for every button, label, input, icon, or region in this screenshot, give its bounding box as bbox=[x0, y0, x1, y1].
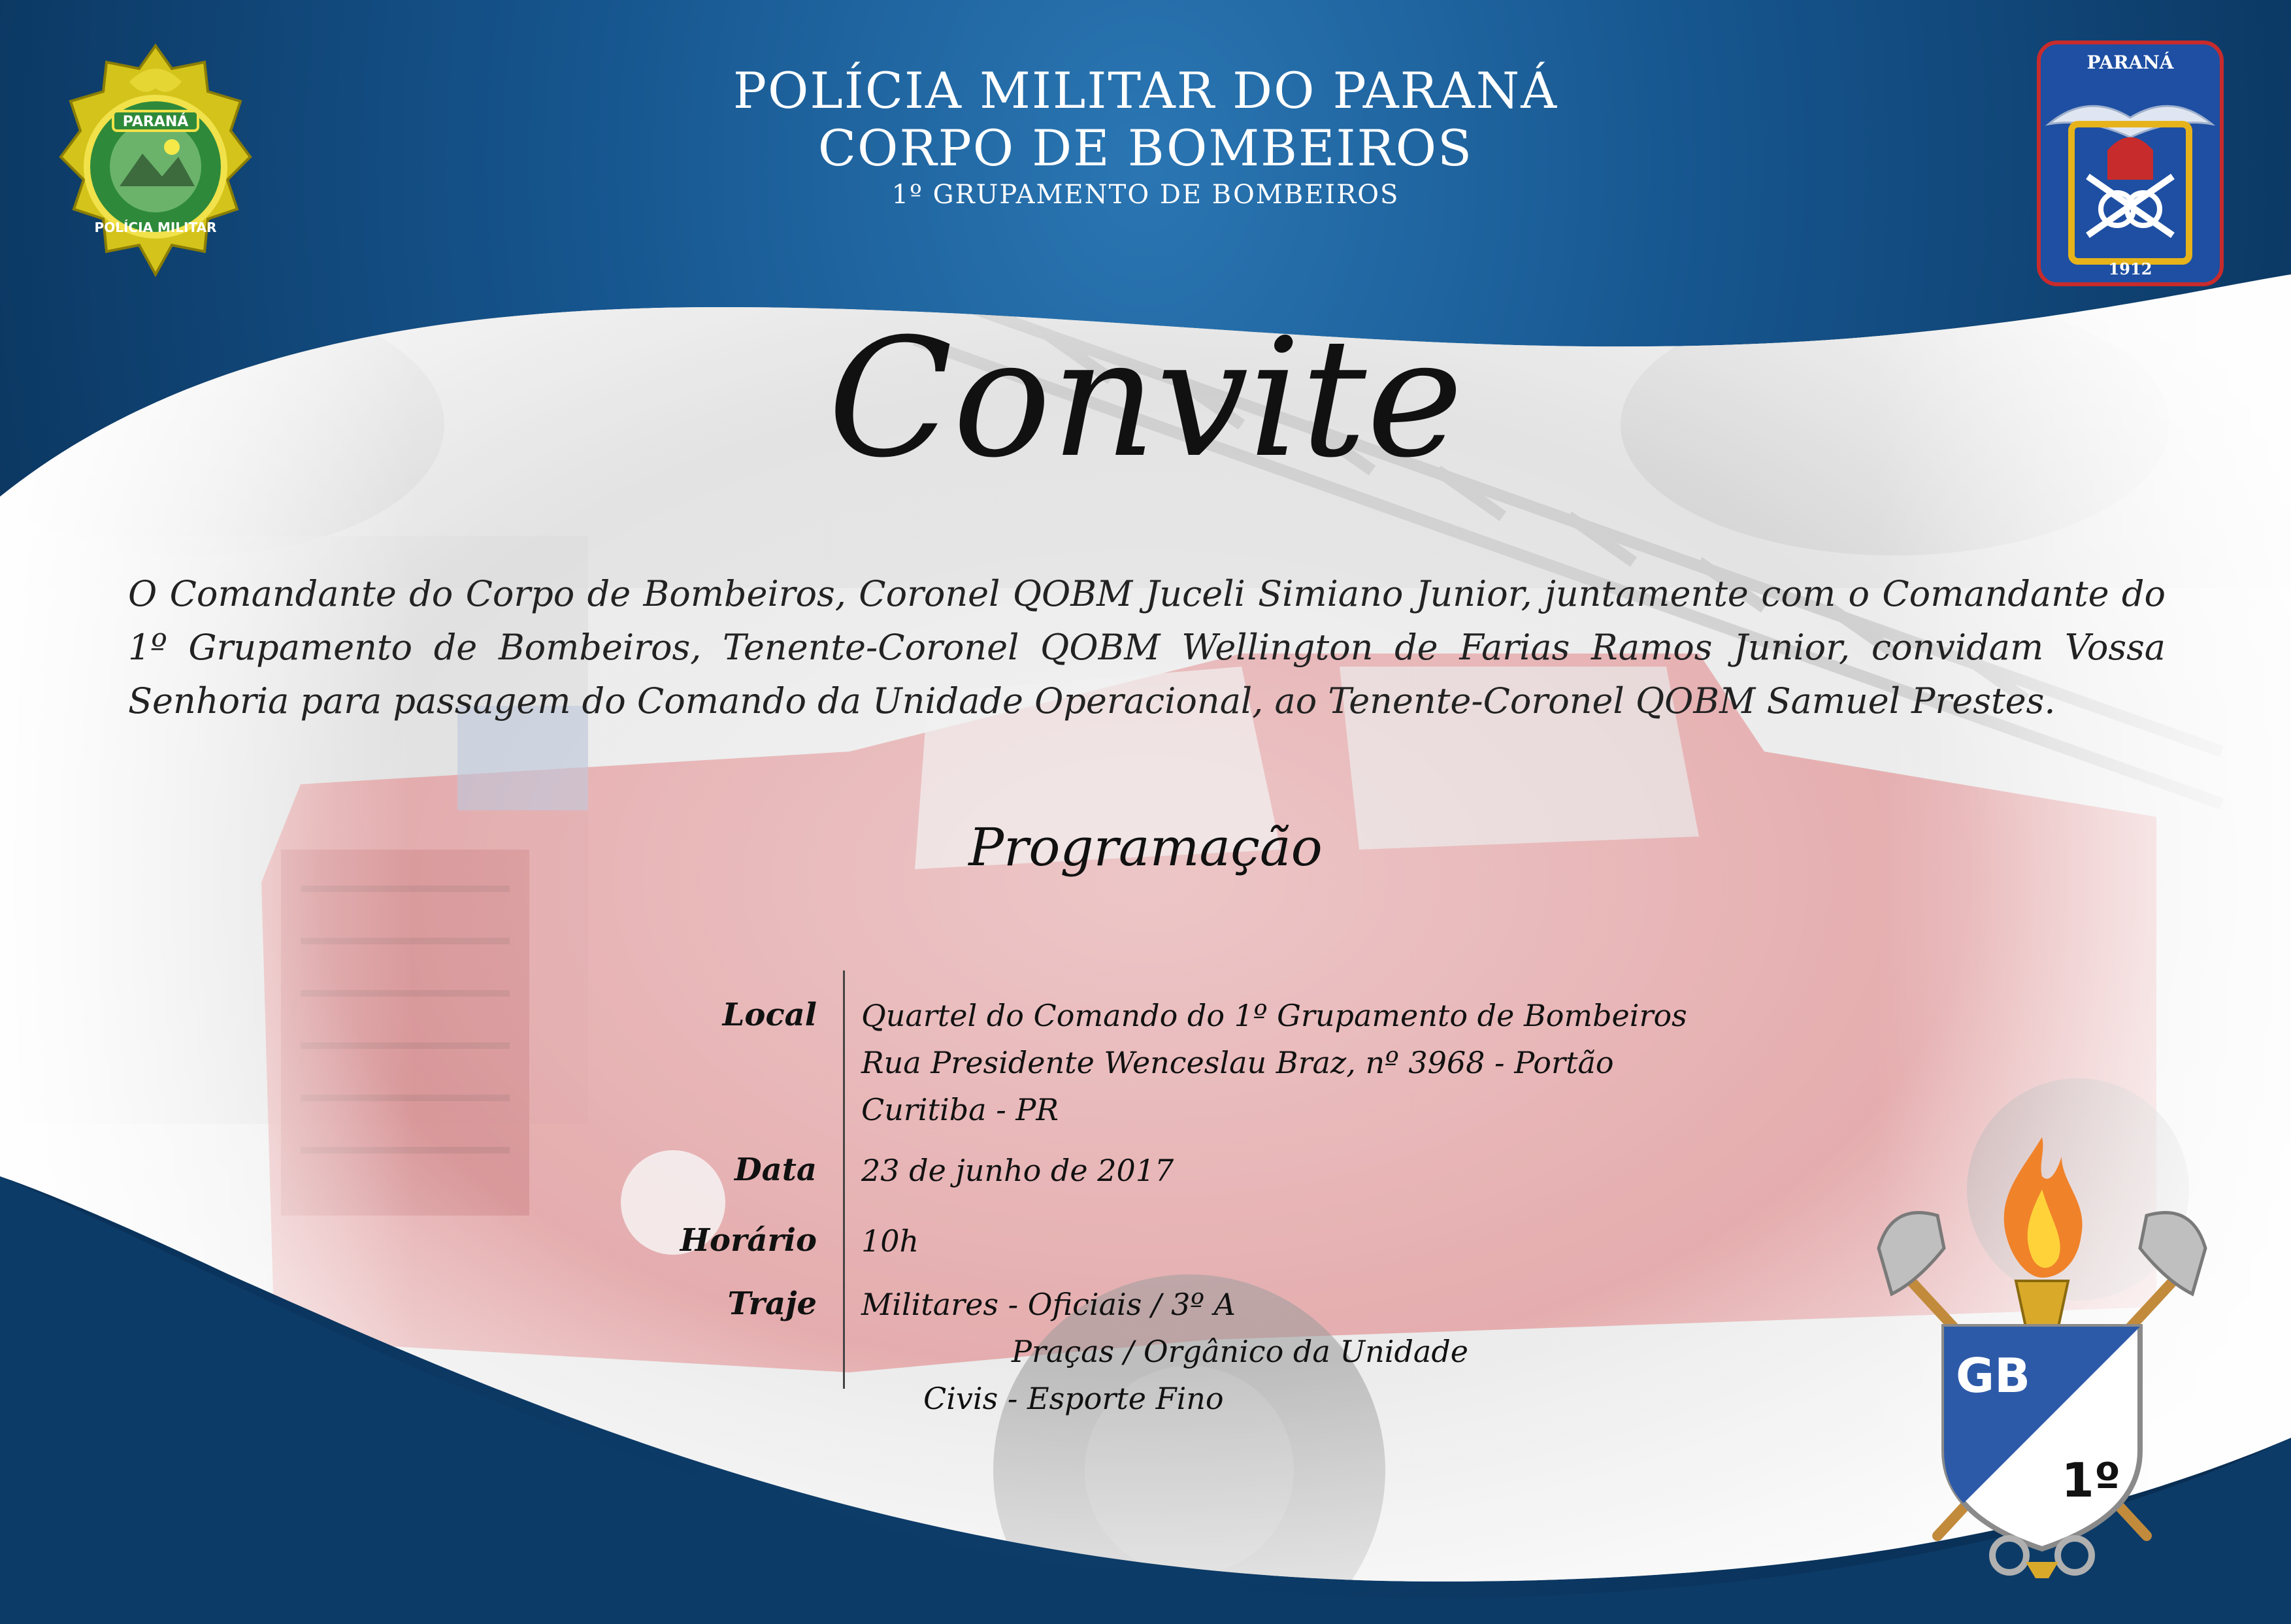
grupamento-bombeiros-emblem-icon bbox=[1866, 1111, 2218, 1582]
header-line-3: 1º GRUPAMENTO DE BOMBEIROS bbox=[891, 180, 1400, 210]
data-label: Data bbox=[734, 1152, 817, 1188]
traje-line-2: Praças / Orgânico da Unidade bbox=[1012, 1334, 1469, 1369]
emblem-number: 1º bbox=[2061, 1453, 2121, 1508]
traje-value bbox=[861, 1281, 1468, 1422]
traje-line-1: Militares - Oficiais / 3º A bbox=[861, 1287, 1236, 1322]
schedule-divider bbox=[843, 970, 845, 1389]
local-line-3: Curitiba - PR bbox=[861, 1092, 1059, 1127]
traje-line-3: Civis - Esporte Fino bbox=[923, 1381, 1224, 1416]
programacao-heading: Programação bbox=[968, 817, 1323, 878]
badge-bottom-text: POLÍCIA MILITAR bbox=[94, 220, 217, 235]
corpo-bombeiros-emblem-icon bbox=[2036, 39, 2225, 288]
local-line-2: Rua Presidente Wenceslau Braz, nº 3968 - Portão bbox=[861, 1045, 1614, 1080]
data-value: 23 de junho de 2017 bbox=[861, 1153, 1174, 1188]
invitation-title: Convite bbox=[827, 303, 1464, 493]
traje-label: Traje bbox=[727, 1285, 817, 1322]
policia-militar-badge-icon bbox=[58, 42, 254, 284]
horario-value: 10h bbox=[861, 1223, 919, 1259]
header bbox=[0, 62, 2291, 212]
emblem-letters: GB bbox=[1956, 1348, 2030, 1403]
header-line-1: POLÍCIA MILITAR DO PARANÁ bbox=[733, 61, 1558, 120]
intro-paragraph: O Comandante do Corpo de Bombeiros, Coronel QOBM Juceli Simiano Junior, juntamente com o Comandante do 1º Grupamento de Bombeiros, Tenente-Coronel QOBM Wellington de Farias Ramos Junior, convidam Vossa Senhoria para passagem do Comando da Unidade Operacional, ao Tenente-Coronel QOBM Samuel Prestes. bbox=[128, 573, 2166, 721]
emblem-year: 1912 bbox=[2108, 259, 2152, 278]
local-label: Local bbox=[722, 997, 817, 1033]
local-value bbox=[861, 992, 1687, 1133]
local-line-1: Quartel do Comando do 1º Grupamento de Bombeiros bbox=[861, 998, 1687, 1033]
horario-label: Horário bbox=[680, 1222, 817, 1259]
header-line-2: CORPO DE BOMBEIROS bbox=[817, 119, 1474, 177]
badge-top-text: PARANÁ bbox=[122, 114, 189, 130]
emblem-top-text: PARANÁ bbox=[2086, 52, 2174, 73]
